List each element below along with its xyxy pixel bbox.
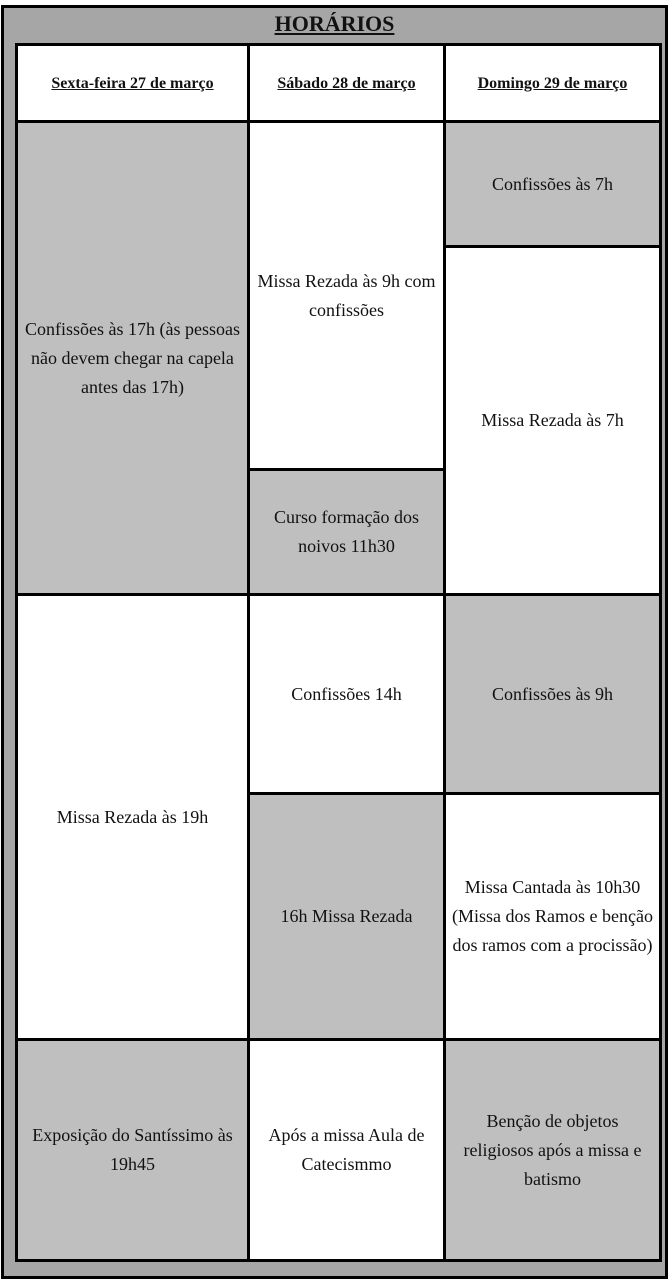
header-sunday: Domingo 29 de março xyxy=(446,46,659,120)
schedule-frame xyxy=(1,5,668,1279)
saturday-confessions: Confissões 14h xyxy=(250,596,443,792)
friday-mass: Missa Rezada às 19h xyxy=(18,596,247,1038)
sunday-sung-mass: Missa Cantada às 10h30 (Missa dos Ramos e benção dos ramos com a procissão) xyxy=(446,795,659,1038)
friday-confessions: Confissões às 17h (às pessoas não devem chegar na capela antes das 17h) xyxy=(18,123,247,593)
friday-exposition: Exposição do Santíssimo às 19h45 xyxy=(18,1041,247,1259)
saturday-mass-9h: Missa Rezada às 9h com confissões xyxy=(250,123,443,468)
header-friday: Sexta-feira 27 de março xyxy=(18,46,247,120)
sunday-confessions-7h: Confissões às 7h xyxy=(446,123,659,245)
header-saturday: Sábado 28 de março xyxy=(250,46,443,120)
saturday-course: Curso formação dos noivos 11h30 xyxy=(250,471,443,593)
saturday-mass-16h: 16h Missa Rezada xyxy=(250,795,443,1038)
sunday-blessing: Benção de objetos religiosos após a missa e batismo xyxy=(446,1041,659,1259)
saturday-catechism: Após a missa Aula de Catecismmo xyxy=(250,1041,443,1259)
sunday-confessions-9h: Confissões às 9h xyxy=(446,596,659,792)
schedule-table xyxy=(15,43,662,1262)
page-title: HORÁRIOS xyxy=(274,11,395,36)
sunday-mass-7h: Missa Rezada às 7h xyxy=(446,248,659,593)
